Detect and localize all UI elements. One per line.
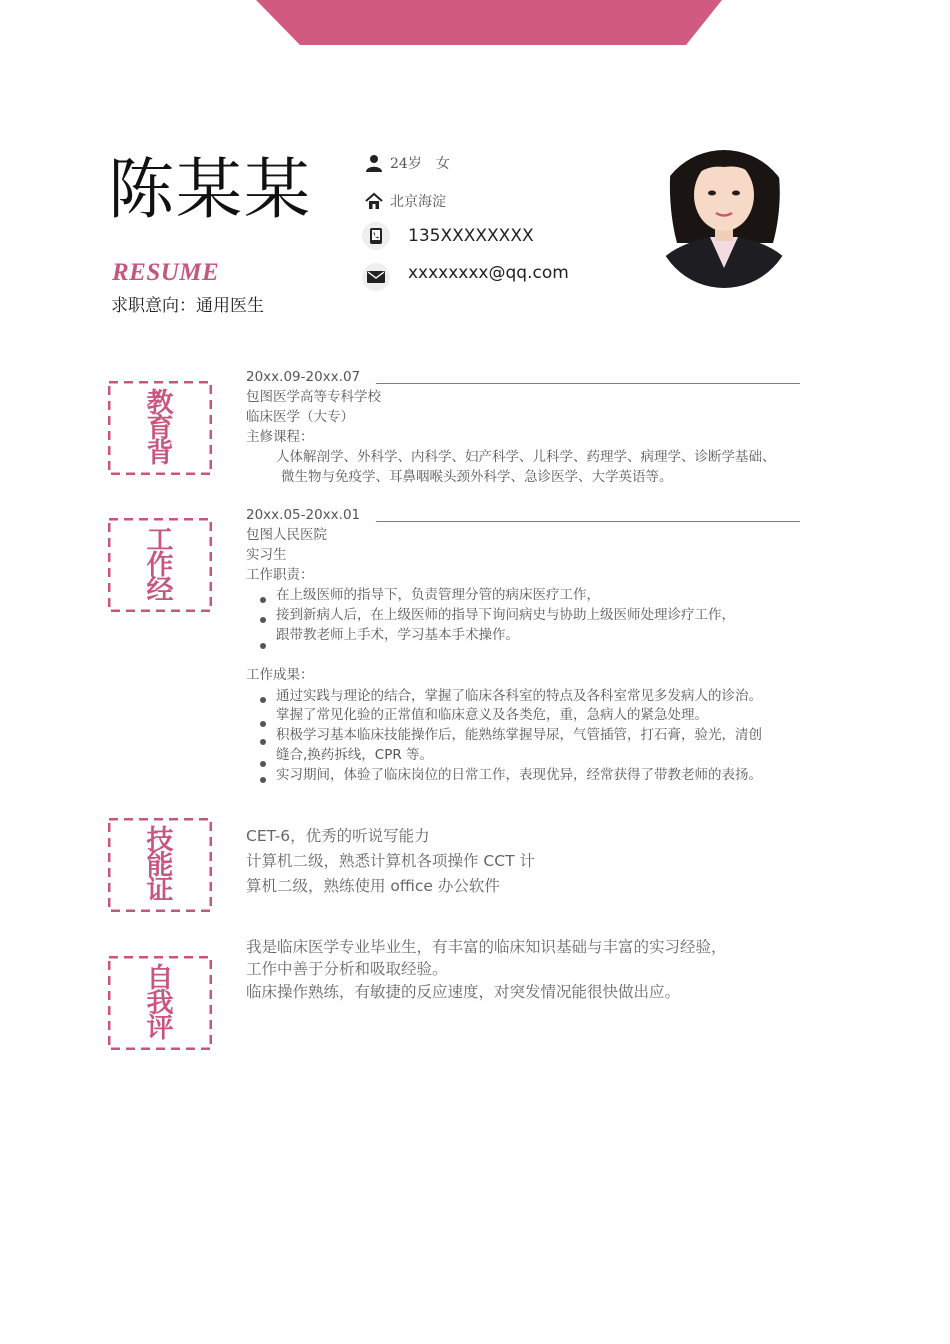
education-date: 20xx.09-20xx.07 [246,369,361,385]
skill-line: 算机二级，熟练使用 office 办公软件 [246,877,500,895]
self-eval-line: 工作中善于分析和吸取经验。 [246,960,448,978]
work-duty: 在上级医师的指导下，负责管理分管的病床医疗工作， [276,587,600,603]
self-eval-line: 临床操作熟练，有敏捷的反应速度，对突发情况能很快做出应。 [246,983,681,1001]
stamp-char: 能 [146,849,174,881]
stamp-char: 工 [146,524,174,556]
education-divider [376,383,800,384]
resume-label: RESUME [112,259,220,286]
contact-email [362,258,569,288]
work-role: 实习生 [246,547,287,563]
bullet [260,721,266,727]
contact-age-gender [362,148,450,178]
phone-icon [362,222,390,250]
education-school: 包图医学高等专科学校 [246,389,381,405]
stamp-char: 证 [146,874,174,906]
work-divider [376,521,800,522]
stamp-char: 评 [146,1012,174,1044]
education-courses-label: 主修课程： [246,429,314,445]
candidate-name: 陈某某 [108,151,312,228]
top-banner [0,0,950,46]
contact-location [362,186,446,216]
stamp-education [108,381,212,475]
education-major: 临床医学（大专） [246,409,354,425]
contact-phone [362,221,534,251]
work-result: 掌握了常见化验的正常值和临床意义及各类危，重，急病人的紧急处理。 [276,707,708,723]
stamp-education-text [108,381,212,475]
stamp-skills-text [108,818,212,912]
work-results-label: 工作成果： [246,667,314,683]
self-eval-line: 我是临床医学专业毕业生，有丰富的临床知识基础与丰富的实习经验， [246,938,727,956]
bullet [260,777,266,783]
bullet [260,739,266,745]
stamp-char: 我 [146,987,174,1019]
work-result: 通过实践与理论的结合，掌握了临床各科室的特点及各科室常见多发病人的诊治。 [276,688,762,704]
work-duties-label: 工作职责： [246,567,314,583]
stamp-self-eval [108,956,212,1050]
email-text: xxxxxxxx@qq.com [408,263,569,283]
stamp-work-text [108,518,212,612]
stamp-char: 背 [146,437,174,469]
bullet [260,643,266,649]
mail-icon [362,263,390,291]
location-text: 北京海淀 [390,194,446,210]
stamp-char: 作 [146,549,174,581]
stamp-char: 经 [146,574,174,606]
work-duty: 跟带教老师上手术，学习基本手术操作。 [276,627,519,643]
stamp-char: 教 [146,387,174,419]
education-courses-line1: 人体解剖学、外科学、内科学、妇产科学、儿科学、药理学、病理学、诊断学基础、 [276,449,776,465]
stamp-self-eval-text [108,956,212,1050]
profile-photo [655,133,793,291]
home-icon [362,189,386,213]
work-result: 积极学习基本临床技能操作后，能熟练掌握导尿，气管插管，打石膏，验光，清创 [276,727,762,743]
bullet [260,697,266,703]
age-gender-text: 24岁 女 [390,156,450,172]
skill-line: CET-6，优秀的听说写能力 [246,827,430,845]
work-org: 包图人民医院 [246,527,327,543]
education-courses-line2: 微生物与免疫学、耳鼻咽喉头颈外科学、急诊医学、大学英语等。 [281,469,673,485]
job-intent: 求职意向：通用医生 [111,296,264,316]
work-result: 实习期间，体验了临床岗位的日常工作，表现优异，经常获得了带教老师的表扬。 [276,767,762,783]
stamp-work [108,518,212,612]
stamp-char: 育 [146,412,174,444]
skill-line: 计算机二级，熟悉计算机各项操作 CCT 计 [246,852,535,870]
work-duty: 接到新病人后，在上级医师的指导下询问病史与协助上级医师处理诊疗工作， [276,607,735,623]
bullet [260,761,266,767]
work-result: 缝合,换药拆线，CPR 等。 [276,747,434,763]
bullet [260,597,266,603]
bullet [260,617,266,623]
stamp-skills [108,818,212,912]
stamp-char: 自 [146,962,174,994]
person-icon [362,151,386,175]
stamp-char: 技 [146,824,174,856]
phone-text: 135XXXXXXXX [408,226,534,246]
work-date: 20xx.05-20xx.01 [246,507,361,523]
